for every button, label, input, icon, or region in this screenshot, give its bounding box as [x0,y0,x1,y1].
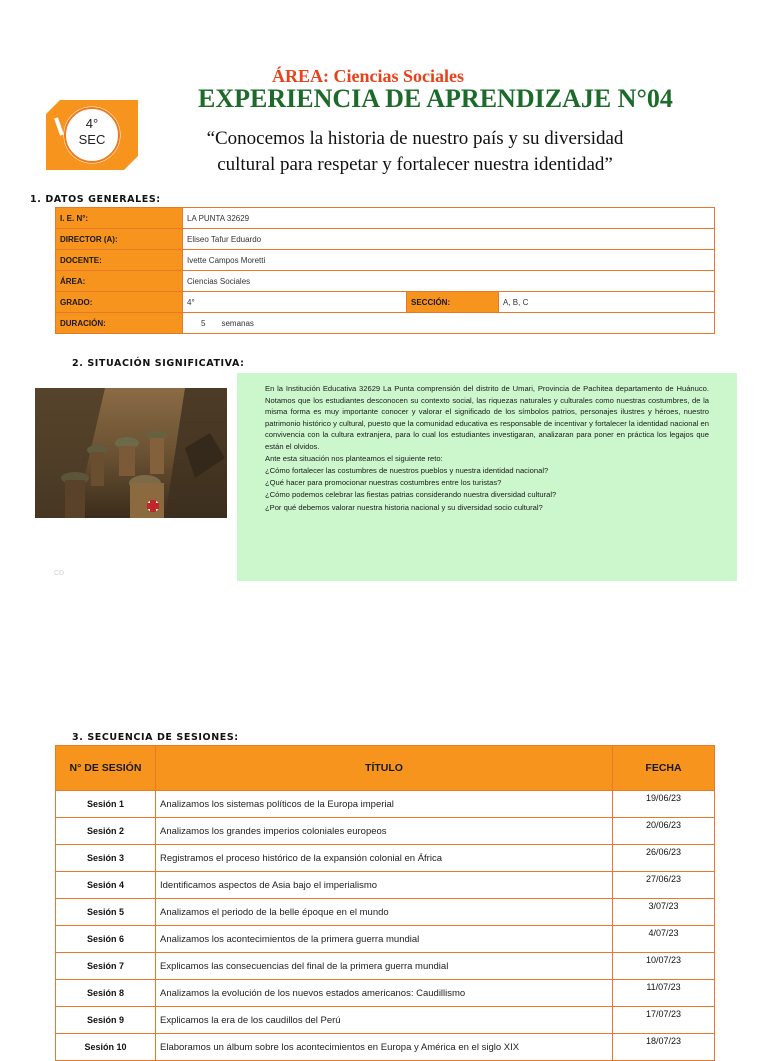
table-row [56,926,715,953]
session-date: 11/07/23 [613,980,715,1007]
grado-label: GRADO: [56,292,183,313]
duracion-value-cell [183,313,715,334]
table-row [56,292,715,313]
table-row [56,791,715,818]
col-sesion-header: N° DE SESIÓN [56,746,156,791]
session-number: Sesión 5 [56,899,156,926]
session-title: Analizamos el periodo de la belle époque en el mundo [156,899,613,926]
session-title: Elaboramos un álbum sobre los acontecimientos en Europa y América en el siglo XIX [156,1034,613,1061]
challenge-question: ¿Cómo podemos celebrar las fiestas patrias considerando nuestra diversidad cultural? [265,490,557,500]
session-number: Sesión 2 [56,818,156,845]
table-row [56,1007,715,1034]
logo-level: SEC [78,132,106,147]
logo-grade: 4° [85,116,99,131]
duracion-unit: semanas [221,318,254,328]
grado-value: 4° [183,292,407,313]
session-date: 18/07/23 [613,1034,715,1061]
area-title: ÁREA: Ciencias Sociales [272,66,464,86]
challenge-intro: Ante esta situación nos planteamos el siguiente reto: [265,453,443,463]
secuencia-heading: 3. SECUENCIA DE SESIONES: [72,732,239,743]
col-fecha-header: FECHA [613,746,715,791]
table-row [56,953,715,980]
war-illustration-image [35,388,227,518]
area-label: ÁREA: [56,271,183,292]
director-value: Eliseo Tafur Eduardo [183,229,715,250]
session-title: Analizamos los acontecimientos de la primera guerra mundial [156,926,613,953]
situation-box [237,373,737,581]
session-number: Sesión 1 [56,791,156,818]
session-date: 20/06/23 [613,818,715,845]
session-date: 4/07/23 [613,926,715,953]
trench-scene-graphic [35,388,227,518]
table-row [56,818,715,845]
session-title: Registramos el proceso histórico de la expansión colonial en África [156,845,613,872]
session-date: 10/07/23 [613,953,715,980]
situation-paragraph: En la Institución Educativa 32629 La Punta comprensión del distrito de Umari, Provincia de Pachitea departamento de Huánuco. Notamos que los estudiantes desconocen su contexto social, las riquezas naturales y culturales como nuestras costumbres, de la misma forma es muy importante conocer y valorar el significado de los símbolos patrios, personajes ilustres y héroes, nuestro patrimonio histórico y cultural, puesto que la comunidad educativa es responsable de incentivar y fortalecer la identidad nacional en convivencia con la cultura extranjera, para lo cual los estudiantes investigaran, analizaran para poner en práctica los legajos que están el olvidos. [265,384,709,451]
session-title: Analizamos los sistemas políticos de la Europa imperial [156,791,613,818]
docente-value: Ivette Campos Moretti [183,250,715,271]
table-row [56,271,715,292]
session-number: Sesión 3 [56,845,156,872]
session-number: Sesión 8 [56,980,156,1007]
table-header-row [56,746,715,791]
table-row [56,899,715,926]
table-row [56,980,715,1007]
challenge-question: ¿Cómo fortalecer las costumbres de nuestros pueblos y nuestra identidad nacional? [265,465,549,475]
session-date: 26/06/23 [613,845,715,872]
docente-label: DOCENTE: [56,250,183,271]
grade-logo [46,100,138,170]
session-title: Identificamos aspectos de Asia bajo el imperialismo [156,872,613,899]
situacion-heading: 2. SITUACIÓN SIGNIFICATIVA: [72,358,245,369]
duracion-value: 5 [201,318,206,328]
table-row [56,229,715,250]
seccion-label: SECCIÓN: [407,292,499,313]
session-date: 19/06/23 [613,791,715,818]
table-row [56,250,715,271]
session-title: Explicamos las consecuencias del final de la primera guerra mundial [156,953,613,980]
experience-quote [150,126,680,178]
session-number: Sesión 7 [56,953,156,980]
session-title: Analizamos los grandes imperios coloniales europeos [156,818,613,845]
session-number: Sesión 9 [56,1007,156,1034]
ie-label: I. E. N°: [56,208,183,229]
quote-line-1: “Conocemos la historia de nuestro país y su diversidad [206,128,624,149]
table-row [56,313,715,334]
datos-generales-table [55,207,715,334]
duracion-label: DURACIÓN: [56,313,183,334]
watermark-text: CD [54,570,65,577]
table-row [56,208,715,229]
session-title: Explicamos la era de los caudillos del Perú [156,1007,613,1034]
experience-title: EXPERIENCIA DE APRENDIZAJE N°04 [198,84,673,113]
session-number: Sesión 6 [56,926,156,953]
session-title: Analizamos la evolución de los nuevos estados americanos: Caudillismo [156,980,613,1007]
area-value: Ciencias Sociales [183,271,715,292]
table-row [56,845,715,872]
datos-generales-heading: 1. DATOS GENERALES: [30,194,161,205]
session-date: 17/07/23 [613,1007,715,1034]
table-row [56,872,715,899]
session-date: 27/06/23 [613,872,715,899]
session-date: 3/07/23 [613,899,715,926]
seccion-value: A, B, C [499,292,715,313]
session-number: Sesión 4 [56,872,156,899]
director-label: DIRECTOR (A): [56,229,183,250]
challenge-question: ¿Por qué debemos valorar nuestra historia nacional y su diversidad socio cultural? [265,502,543,512]
quote-line-2: cultural para respetar y fortalecer nuestra identidad” [217,154,613,175]
challenge-question: ¿Qué hacer para promocionar nuestras costumbres entre los turistas? [265,478,502,488]
col-titulo-header: TÍTULO [156,746,613,791]
ie-value: LA PUNTA 32629 [183,208,715,229]
session-number: Sesión 10 [56,1034,156,1061]
sessions-table [55,745,715,1061]
table-row [56,1034,715,1061]
